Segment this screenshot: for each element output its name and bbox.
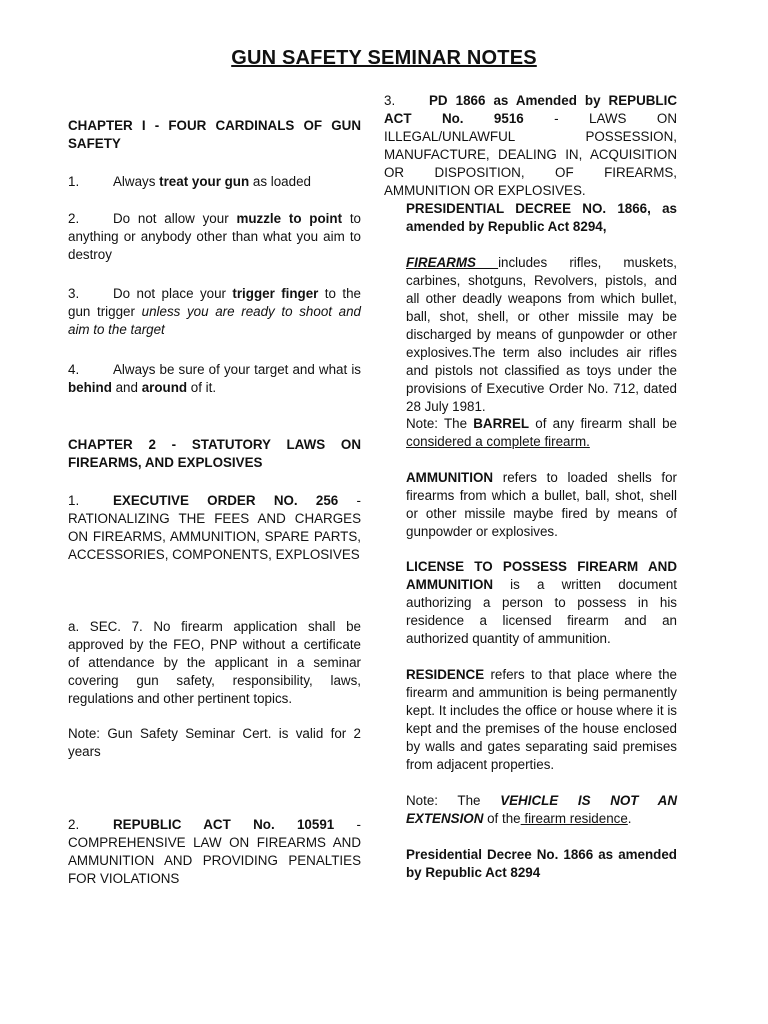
statute-1: 1. EXECUTIVE ORDER NO. 256 - RATIONALIZING THE FEES AND CHARGES ON FIREARMS, AMMUNITION, SPARE PARTS, ACCESSORIES, COMPONENTS, EXPLOSIVES bbox=[68, 493, 361, 562]
cardinal-rule-1: 1. Always treat your gun as loaded bbox=[68, 174, 311, 189]
firearms-definition: FIREARMS includes rifles, muskets, carbines, shotguns, Revolvers, pistols, and all other deadly weapons from which bullet, ball, shot, shell, or other missile may be discharged by means of gunpowder or other explosives.The term also includes air rifles and pistols not classified as toys under the provisions of Executive Order No. 712, dated 28 July 1981. bbox=[406, 255, 678, 414]
barrel-note: Note: The BARREL of any firearm shall be considered a complete firearm. bbox=[406, 416, 677, 449]
pd-footer: Presidential Decree No. 1866 as amended by Republic Act 8294 bbox=[406, 847, 677, 880]
chapter1-heading: CHAPTER I - FOUR CARDINALS OF GUN SAFETY bbox=[68, 118, 361, 151]
statute-2: 2. REPUBLIC ACT No. 10591 - COMPREHENSIVE LAW ON FIREARMS AND AMMUNITION AND PROVIDING PENALTIES FOR VIOLATIONS bbox=[68, 817, 361, 886]
pd-heading: PRESIDENTIAL DECREE NO. 1866, as amended by Republic Act 8294, bbox=[406, 201, 677, 234]
seminar-cert-note: Note: Gun Safety Seminar Cert. is valid for 2 years bbox=[68, 726, 361, 759]
residence-definition: RESIDENCE refers to that place where the firearm and ammunition is being permanently kept. It includes the office or house where it is kept and the premises of the house enclosed by walls and gates separating said premises from adjacent properties. bbox=[406, 667, 677, 772]
cardinal-rule-2: 2. Do not allow your muzzle to point to anything or anybody other than what you aim to destroy bbox=[68, 211, 361, 262]
cardinal-rule-3: 3. Do not place your trigger finger to the gun trigger unless you are ready to shoot and aim to the target bbox=[68, 286, 361, 337]
license-definition: LICENSE TO POSSESS FIREARM AND AMMUNITION is a written document authorizing a person to possess in his residence a licensed firearm and an authorized quantity of ammunition. bbox=[406, 559, 677, 646]
page-title: GUN SAFETY SEMINAR NOTES bbox=[231, 47, 537, 69]
chapter2-heading: CHAPTER 2 - STATUTORY LAWS ON FIREARMS, AND EXPLOSIVES bbox=[68, 437, 361, 470]
sec7-paragraph: a. SEC. 7. No firearm application shall be approved by the FEO, PNP without a certificate of attendance by the applicant in a seminar covering gun safety, responsibility, laws, regulations and other pertinent topics. bbox=[68, 619, 361, 706]
vehicle-note: Note: The VEHICLE IS NOT AN EXTENSION of the firearm residence. bbox=[406, 793, 677, 826]
ammunition-definition: AMMUNITION refers to loaded shells for firearms from which a bullet, ball, shot, shell or other missile maybe fired by means of gunpowder or explosives. bbox=[406, 470, 677, 539]
statute-3: 3. PD 1866 as Amended by REPUBLIC ACT No. 9516 - LAWS ON ILLEGAL/UNLAWFUL POSSESSION, MANUFACTURE, DEALING IN, ACQUISITION OR DISPOSITION, OF FIREARMS, AMMUNITION OR EXPLOSIVES. bbox=[384, 93, 677, 198]
cardinal-rule-4: 4. Always be sure of your target and what is behind and around of it. bbox=[68, 362, 361, 395]
